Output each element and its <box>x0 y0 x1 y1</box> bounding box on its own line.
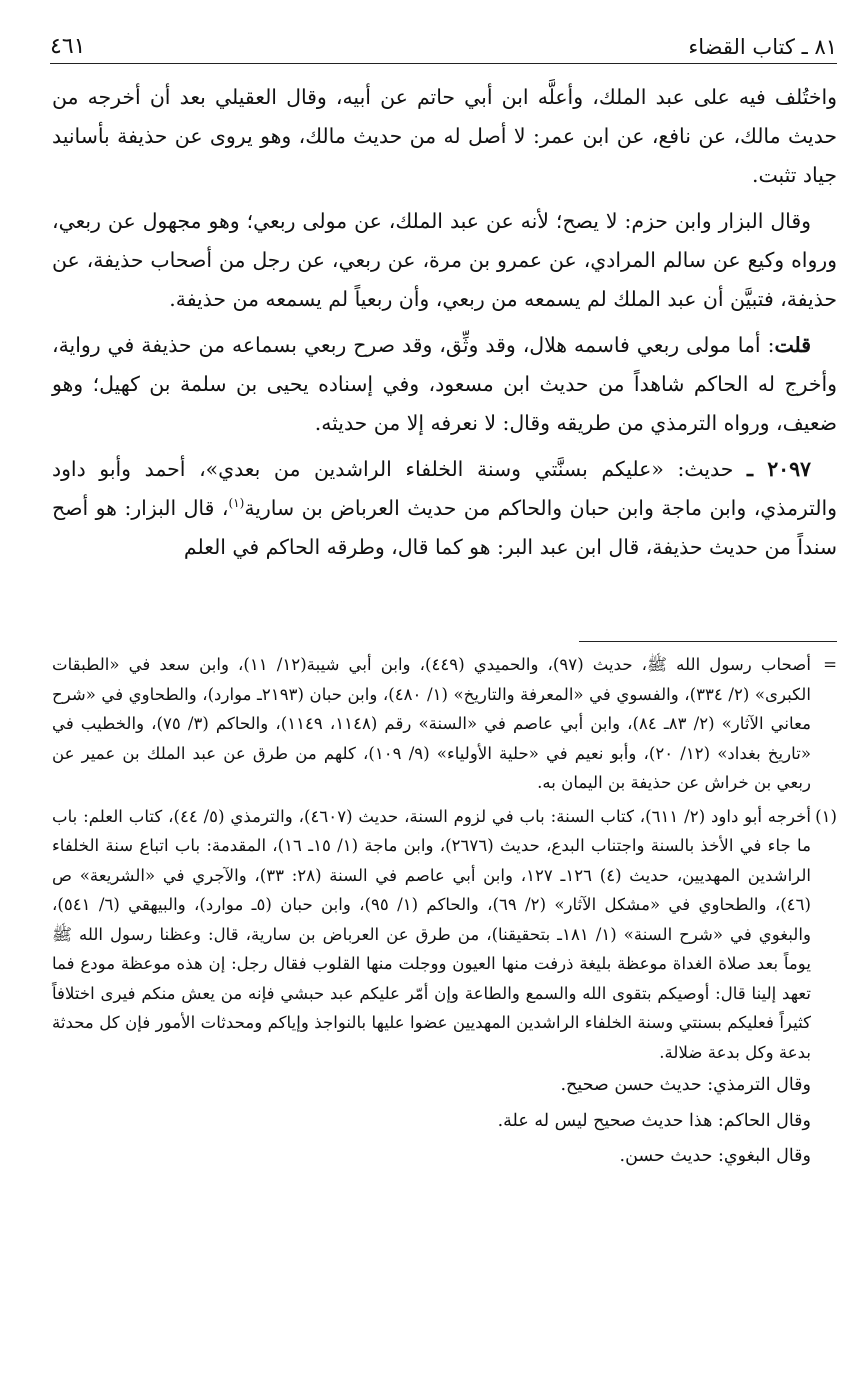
paragraph-2: وقال البزار وابن حزم: لا يصح؛ لأنه عن عبد الملك، عن مولى ربعي؛ وهو مجهول عن ربعي، ورواه وكيع عن سالم المرادي، عن عمرو بن مرة، عن ربعي، عن رجل من أصحاب حذيفة، عن حذيفة، فتبيَّن أن عبد الملك لم يسمعه من ربعي، وأن ربعياً لم يسمعه من حذيفة. <box>52 209 837 311</box>
hadith-number: ٢٠٩٧ ـ <box>746 457 812 481</box>
continuation-mark: = <box>823 655 837 674</box>
continuation-text: أصحاب رسول الله ﷺ، حديث (٩٧)، والحميدي (٤٤٩)، وابن أبي شيبة(١٢/ ١١)، وابن سعد في «الطبقات الكبرى» (٢/ ٣٣٤)، والفسوي في «المعرفة والتاريخ» (١/ ٤٨٠)، وابن حبان (٢١٩٣ـ موارد)، والطحاوي في «شرح معاني الآثار» (٢/ ٨٣ـ ٨٤)، وابن أبي عاصم في «السنة» رقم (١١٤٨، ١١٤٩)، والحاكم (٣/ ٧٥)، والخطيب في «تاريخ بغداد» (١٢/ ٢٠)، وأبو نعيم في «حلية الأولياء» (٩/ ١٠٩)، كلهم من طرق عن عبد الملك بن عمير عن ربعي بن خراش عن حذيفة بن اليمان به. <box>52 655 812 792</box>
hakim-grading: وقال الحاكم: هذا حديث صحيح ليس له علة. <box>497 1110 811 1131</box>
footnote-gradings <box>52 1071 837 1172</box>
footnote-1-text: أخرجه أبو داود (٢/ ٦١١)، كتاب السنة: باب في لزوم السنة، حديث (٤٦٠٧)، والترمذي (٥/ ٤٤)، كتاب العلم: باب ما جاء في الأخذ بالسنة واجتناب البدع، حديث (٢٦٧٦)، وابن ماجة (١/ ١٥ـ ١٦)، المقدمة: باب اتباع سنة الخلفاء الراشدين المهديين، حديث (٤) ١٢٦ـ ١٢٧، وابن أبي عاصم في السنة (٢٨: ٣٣)، والآجري في «الشريعة» ص (٤٦)، والطحاوي في «مشكل الآثار» (٢/ ٦٩)، والحاكم (١/ ٩٥)، وابن حبان (٥ـ موارد)، والبيهقي (٦/ ٥٤١)، والبغوي في «شرح السنة» (١/ ١٨١ـ بتحقيقنا)، من طرق عن العرباض بن سارية، قال: وعظنا رسول الله ﷺ يوماً بعد صلاة الغداة موعظة بليغة ذرفت منها العيون ووجلت منها القلوب فقال رجل: إن هذه موعظة مودع فما تعهد إلينا قال: أوصيكم بتقوى الله والسمع والطاعة وإن أمّر عليكم عبد حبشي فإنه من يعش منكم فيرى اختلافاً كثيراً فعليكم بسنتي وسنة الخلفاء الراشدين المهديين عضوا عليها بالنواجذ وإياكم ومحدثات الأمور فإن كل محدثة بدعة وكل بدعة ضلالة. <box>52 806 812 1062</box>
paragraph-1: واختُلف فيه على عبد الملك، وأعلَّه ابن أبي حاتم عن أبيه، وقال العقيلي بعد أن أخرجه من حديث مالك، عن نافع، عن ابن عمر: لا أصل له من حديث مالك، وهو يروى عن حذيفة بأسانيد جياد تثبت. <box>52 85 837 187</box>
page-header <box>50 28 837 64</box>
hadith-text-a: حديث: «عليكم بسنَّتي وسنة الخلفاء الراشدين من بعدي»، أحمد وأبو داود والترمذي، وابن ماجة وابن حبان والحاكم من حديث العرباض بن سارية <box>52 457 837 520</box>
footnotes <box>52 650 837 1178</box>
footnote-continuation <box>52 650 837 798</box>
paragraph-3-text: : أما مولى ربعي فاسمه هلال، وقد وثِّق، وقد صرح ربعي بسماعه من حذيفة في رواية، وأخرج له الحاكم شاهداً من حديث ابن مسعود، وفي إسناده يحيى بن سلمة بن كهيل؛ وهو ضعيف، ورواه الترمذي من طريقه وقال: لا نعرفه إلا من حديثه. <box>52 333 837 435</box>
hadith-2097 <box>52 450 837 567</box>
footnote-ref-1: (١) <box>228 496 245 511</box>
page-number: ٤٦١ <box>50 34 86 59</box>
paragraph-3 <box>52 326 837 443</box>
main-text <box>52 78 837 574</box>
footnote-1-mark: (١) <box>815 806 837 826</box>
qultu-lead: قلت <box>774 333 811 357</box>
running-title: ٨١ ـ كتاب القضاء <box>688 35 837 59</box>
tirmidhi-grading: وقال الترمذي: حديث حسن صحيح. <box>560 1075 811 1095</box>
baghawi-grading: وقال البغوي: حديث حسن. <box>619 1146 811 1166</box>
footnote-1 <box>52 802 837 1068</box>
footnote-separator <box>579 641 837 642</box>
hadith-text-b: ، قال البزار: هو أصح سنداً من حديث حذيفة، قال ابن عبد البر: هو كما قال، وطرقه الحاكم في العلم <box>52 496 837 559</box>
